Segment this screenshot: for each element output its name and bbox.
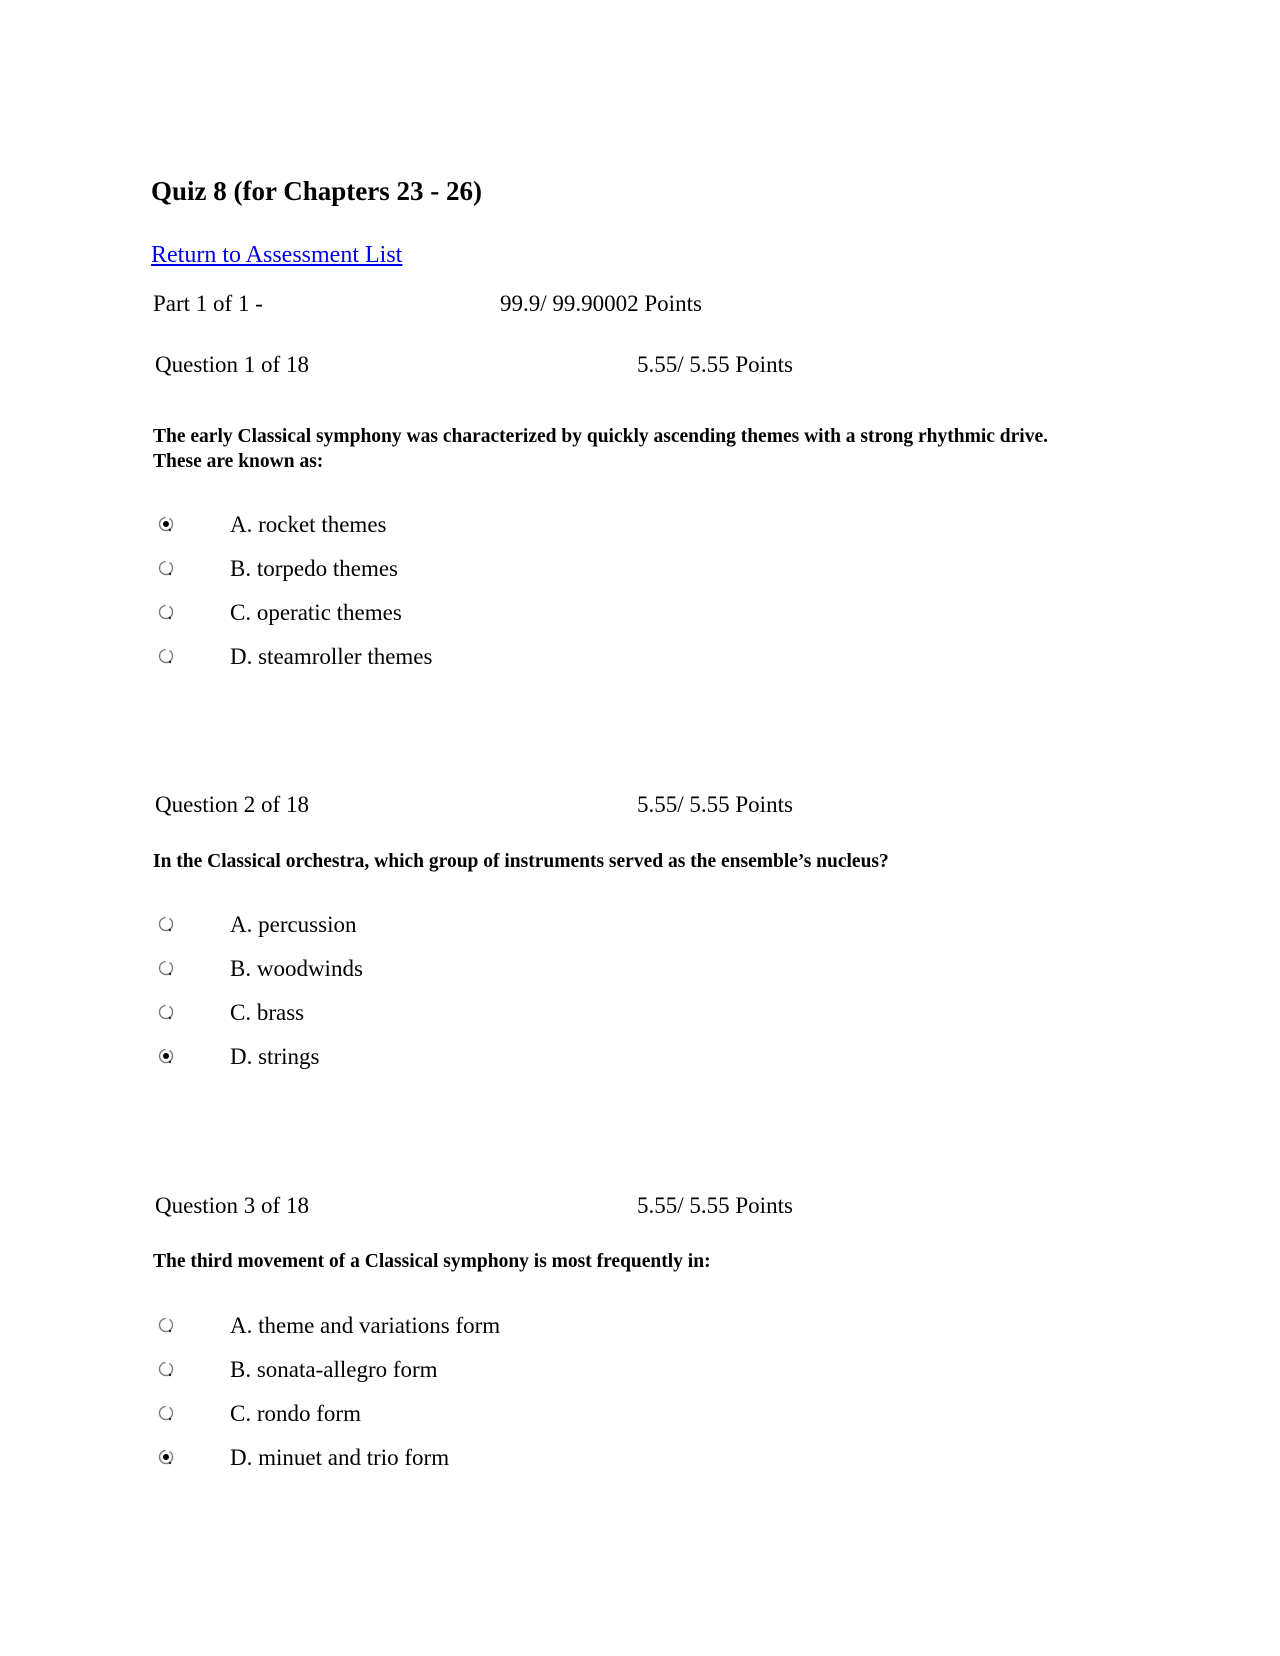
radio-button-selected[interactable] [158, 1449, 174, 1465]
radio-shadow-dot [169, 929, 171, 931]
radio-button[interactable] [158, 1004, 174, 1020]
radio-shadow-dot [169, 617, 171, 619]
radio-checked-icon [158, 1048, 174, 1064]
radio-button[interactable] [158, 560, 174, 576]
radio-shadow-dot [169, 973, 171, 975]
radio-button[interactable] [158, 916, 174, 932]
radio-shadow-dot [169, 1061, 171, 1063]
question-3-text [153, 1249, 1133, 1274]
page-title: Quiz 8 (for Chapters 23 - 26) [151, 176, 482, 206]
radio-button[interactable] [158, 604, 174, 620]
radio-ring [160, 562, 173, 575]
radio-shadow-dot [169, 529, 171, 531]
question-3-option-b[interactable] [158, 1354, 438, 1384]
radio-selected-dot [163, 521, 169, 527]
radio-unchecked-icon [158, 960, 174, 976]
question-1-option-b[interactable] [158, 553, 398, 583]
radio-ring [160, 962, 173, 975]
radio-button-selected[interactable] [158, 516, 174, 532]
question-3-points: 5.55/ 5.55 Points [637, 1193, 793, 1218]
radio-unchecked-icon [158, 648, 174, 664]
radio-unchecked-icon [158, 1004, 174, 1020]
question-2-option-c[interactable] [158, 997, 304, 1027]
radio-button-selected[interactable] [158, 1048, 174, 1064]
return-to-assessment-list-link[interactable]: Return to Assessment List [151, 242, 403, 268]
radio-ring [160, 918, 173, 931]
radio-unchecked-icon [158, 916, 174, 932]
question-1-points: 5.55/ 5.55 Points [637, 352, 793, 377]
option-label: D. strings [230, 1043, 320, 1069]
radio-checked-icon [158, 516, 174, 532]
radio-ring [160, 606, 173, 619]
radio-button[interactable] [158, 960, 174, 976]
radio-checked-icon [158, 1449, 174, 1465]
radio-unchecked-icon [158, 1405, 174, 1421]
option-label: C. operatic themes [230, 599, 402, 625]
radio-ring [160, 1006, 173, 1019]
radio-shadow-dot [169, 1374, 171, 1376]
radio-ring [160, 650, 173, 663]
question-2-points: 5.55/ 5.55 Points [637, 792, 793, 817]
option-label: D. minuet and trio form [230, 1444, 450, 1470]
question-1-text-line-1: The early Classical symphony was characterized by quickly ascending themes with a strong rhythmic drive. [153, 426, 1049, 447]
radio-unchecked-icon [158, 1361, 174, 1377]
question-3-option-c[interactable] [158, 1398, 361, 1428]
question-1-option-a[interactable] [158, 509, 386, 539]
radio-shadow-dot [169, 661, 171, 663]
option-label: C. rondo form [230, 1400, 361, 1426]
option-label: D. steamroller themes [230, 643, 433, 669]
radio-button[interactable] [158, 1361, 174, 1377]
question-2-text-line-1: In the Classical orchestra, which group of instruments served as the ensemble’s nucleus? [153, 851, 889, 872]
question-2-option-b[interactable] [158, 953, 363, 983]
radio-shadow-dot [169, 1462, 171, 1464]
option-label: A. theme and variations form [230, 1312, 501, 1338]
part-points: 99.9/ 99.90002 Points [500, 291, 702, 316]
radio-button[interactable] [158, 1317, 174, 1333]
option-label: A. rocket themes [230, 511, 387, 537]
question-2-label: Question 2 of 18 [155, 792, 309, 817]
option-label: B. torpedo themes [230, 555, 398, 581]
radio-button[interactable] [158, 648, 174, 664]
radio-selected-dot [163, 1454, 169, 1460]
question-3-label: Question 3 of 18 [155, 1193, 309, 1218]
option-label: B. sonata-allegro form [230, 1356, 438, 1382]
radio-shadow-dot [169, 1330, 171, 1332]
part-label: Part 1 of 1 - [153, 291, 263, 316]
radio-ring [160, 1363, 173, 1376]
question-1-text [153, 424, 1133, 474]
question-2-text [153, 849, 1133, 874]
question-3-option-d[interactable] [158, 1442, 449, 1472]
radio-shadow-dot [169, 1017, 171, 1019]
radio-shadow-dot [169, 1418, 171, 1420]
question-2-option-d[interactable] [158, 1041, 319, 1071]
question-1-text-line-2: These are known as: [153, 451, 324, 472]
radio-button[interactable] [158, 1405, 174, 1421]
question-1-option-d[interactable] [158, 641, 432, 671]
radio-unchecked-icon [158, 1317, 174, 1333]
radio-shadow-dot [169, 573, 171, 575]
question-1-label: Question 1 of 18 [155, 352, 309, 377]
question-3-text-line-1: The third movement of a Classical symphony is most frequently in: [153, 1251, 711, 1272]
option-label: B. woodwinds [230, 955, 363, 981]
radio-selected-dot [163, 1053, 169, 1059]
option-label: C. brass [230, 999, 305, 1025]
radio-ring [160, 1407, 173, 1420]
question-1-option-c[interactable] [158, 597, 402, 627]
radio-unchecked-icon [158, 560, 174, 576]
radio-unchecked-icon [158, 604, 174, 620]
question-2-option-a[interactable] [158, 909, 356, 939]
option-label: A. percussion [230, 911, 357, 937]
radio-ring [160, 1319, 173, 1332]
question-3-option-a[interactable] [158, 1310, 500, 1340]
